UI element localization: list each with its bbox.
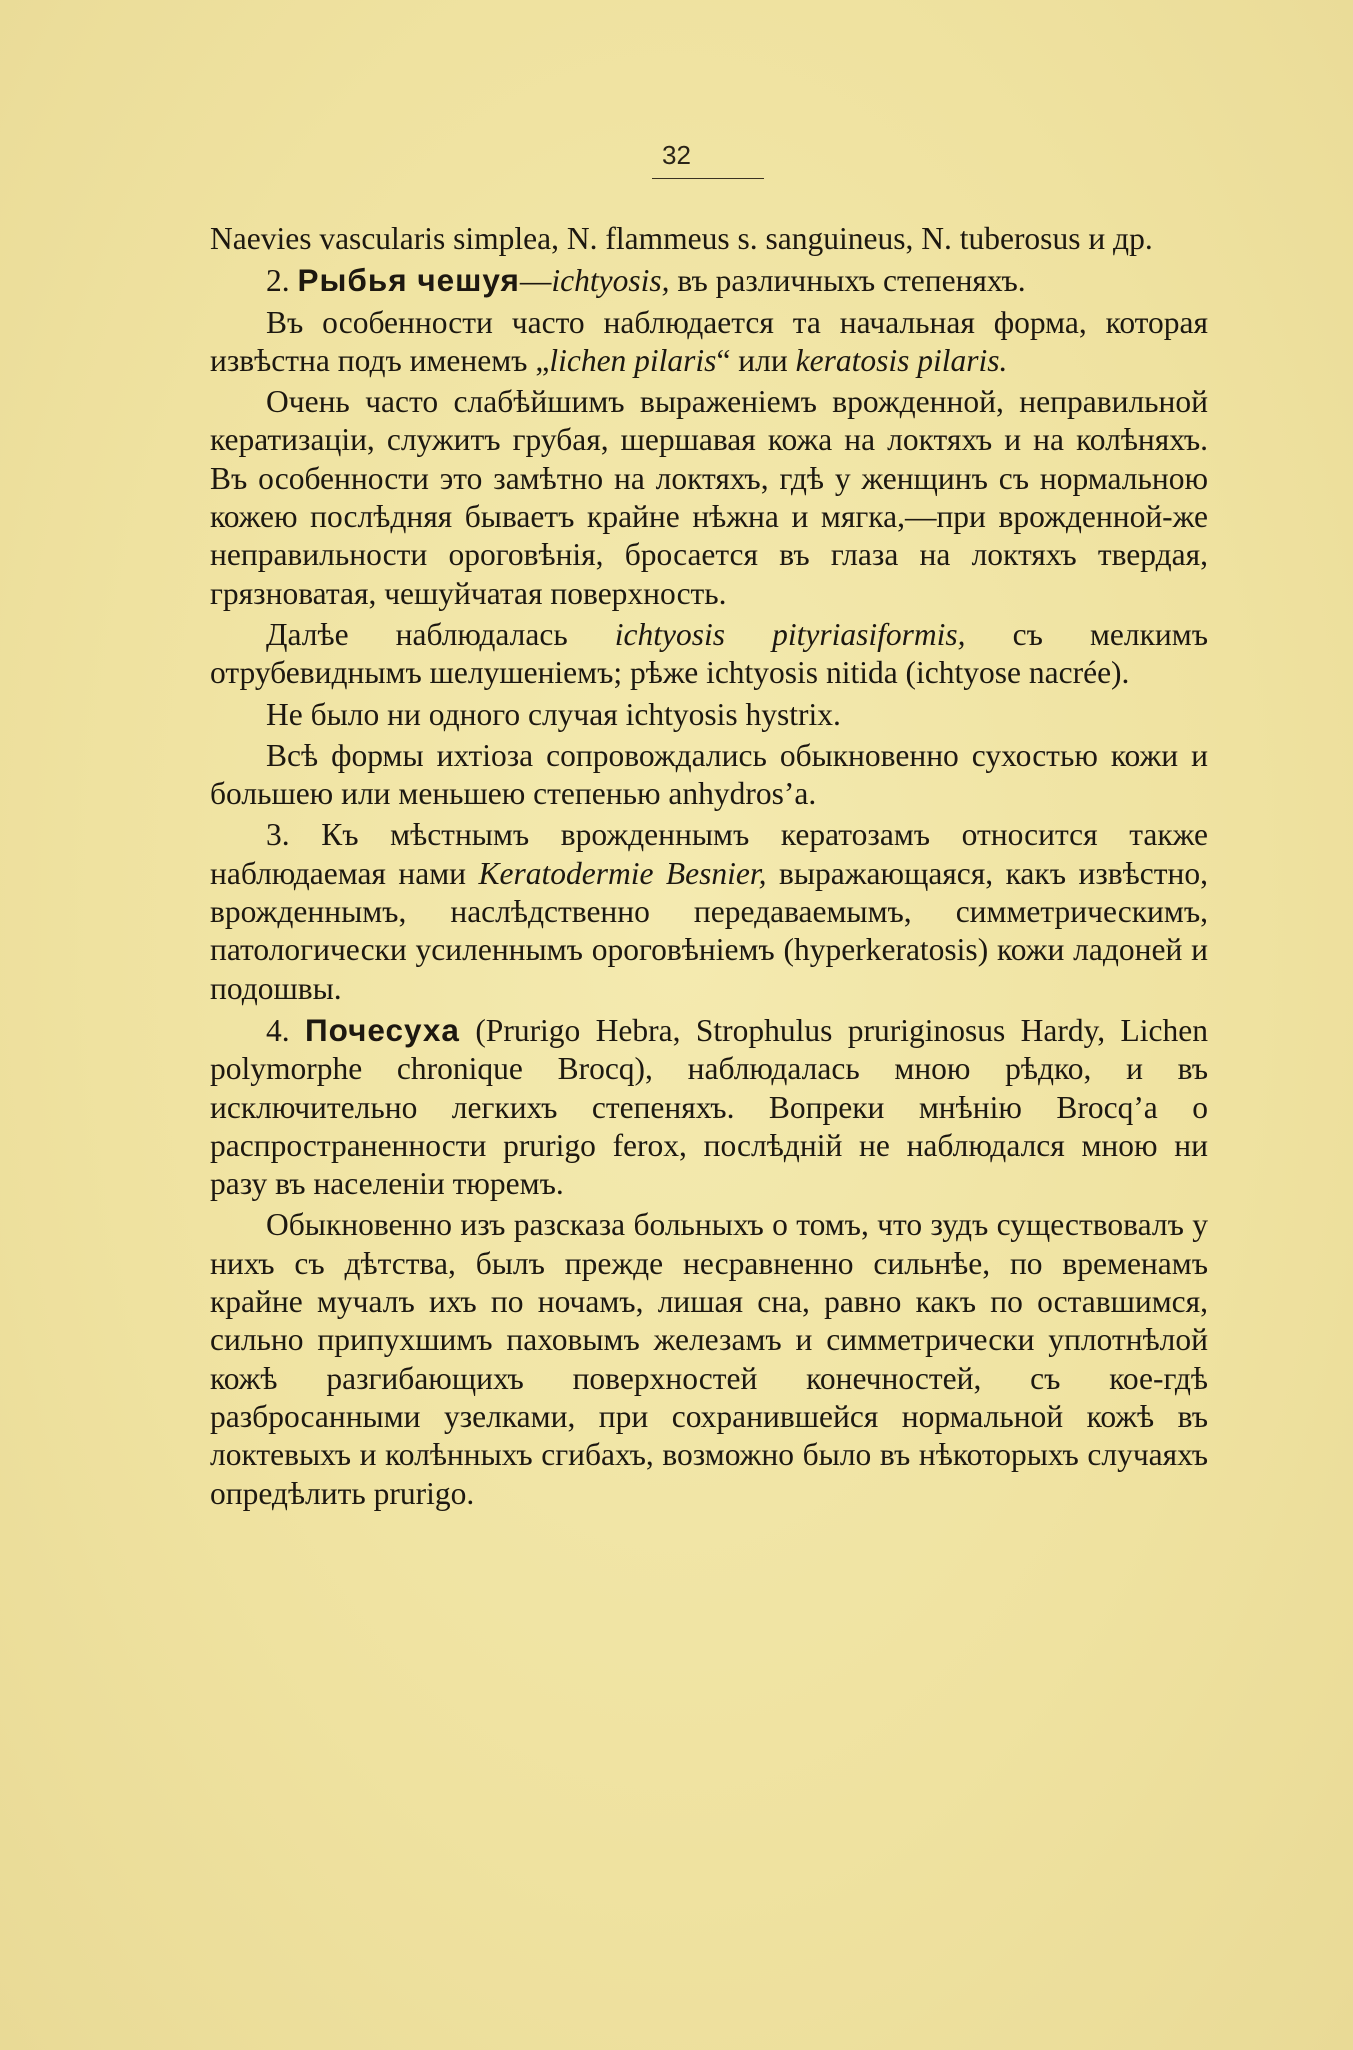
heading-ichtyosis: Рыбья чешуя xyxy=(297,262,520,299)
paragraph-5-text-1: Далѣе наблюдалась xyxy=(266,616,615,652)
paragraph-3-text-2: “ или xyxy=(716,342,796,378)
paragraph-4: Очень часто слабѣйшимъ выраженіемъ врожденной, неправильной кератизаціи, служитъ грубая, шершавая кожа на локтяхъ и на колѣняхъ. Въ особенности это замѣтно на локтяхъ, гдѣ у женщинъ съ нормальною кожею послѣдняя бываетъ крайне нѣжна и мягка,—при врожденной-же неправильности ороговѣнія, бросается въ глаза на локтяхъ твердая, грязноватая, чешуйчатая поверхность. xyxy=(210,384,1208,611)
paragraph-8 xyxy=(210,816,1208,1007)
term-lichen-pilaris: lichen pilaris xyxy=(549,342,717,378)
page-number: 32 xyxy=(662,140,691,170)
item-number: 4. xyxy=(266,1012,290,1048)
term-keratodermie-besnier: Keratodermie Besnier, xyxy=(478,855,767,891)
paragraph-5-text-2: съ мелкимъ отрубевиднымъ шелушеніемъ; рѣже ichtyosis nitida (ichtyose nacrée). xyxy=(210,616,1208,691)
page-number-rule xyxy=(652,178,764,179)
paragraph-6: Не было ни одного случая ichtyosis hystrix. xyxy=(266,696,841,732)
term-ichtyosis-pityriasiformis: ichtyosis pityriasiformis, xyxy=(614,616,966,652)
paragraph-8-text-1: 3. Къ мѣстнымъ врожденнымъ кератозамъ относится также наблюдаемая нами xyxy=(210,817,1208,891)
body-text xyxy=(210,220,1208,1516)
paragraph-9 xyxy=(210,1011,1208,1203)
paragraph-7: Всѣ формы ихтіоза сопровождались обыкновенно сухостью кожи и большею или меньшею степенью anhydros’a. xyxy=(210,737,1208,812)
item-number: 2. xyxy=(266,263,290,299)
paragraph-8-text-2: выражающаяся, какъ извѣстно, врожденнымъ, наслѣдственно передаваемымъ, симметрическимъ, патологически усиленнымъ ороговѣніемъ (hyperkeratosis) кожи ладоней и подошвы. xyxy=(210,855,1208,1006)
paragraph-2 xyxy=(210,261,1208,300)
paragraph-5 xyxy=(210,616,1208,693)
heading-pochesukha: Почесуха xyxy=(305,1011,460,1048)
paragraph-3 xyxy=(210,304,1208,381)
paragraph-9-rest: (Prurigo Hebra, Strophulus pruriginosus Hardy, Lichen polymorphe chronique Brocq), наблюдалась мною рѣдко, и въ исключительно легкихъ степеняхъ. Вопреки мнѣнію Brocq’a о распространенности prurigo ferox, послѣдній не наблюдался мною ни разу въ населеніи тюремъ. xyxy=(210,1012,1209,1202)
paragraph-2-rest: въ различныхъ степеняхъ. xyxy=(669,263,1026,299)
paragraph-10: Обыкновенно изъ разсказа больныхъ о томъ, что зудъ существовалъ у нихъ съ дѣтства, былъ прежде несравненно сильнѣе, по временамъ крайне мучалъ ихъ по ночамъ, лишая сна, равно какъ по оставшимся, сильно припухшимъ паховымъ железамъ и симметрически уплотнѣлой кожѣ разгибающихъ поверхностей конечностей, съ кое-гдѣ разбросанными узелками, при сохранившейся нормальной кожѣ въ локтевыхъ и колѣнныхъ сгибахъ, возможно было въ нѣкоторыхъ случаяхъ опредѣлить prurigo. xyxy=(210,1207,1208,1511)
dash: — xyxy=(519,263,552,299)
term-ichtyosis: ichtyosis, xyxy=(551,263,670,299)
paragraph-3-text-1: Въ особенности часто наблюдается та начальная форма, которая извѣстна подъ именемъ „ xyxy=(210,304,1208,378)
paragraph-1: Naevies vascularis simplea, N. flammeus s. sanguineus, N. tuberosus и др. xyxy=(210,221,1153,256)
term-keratosis-pilaris: keratosis pilaris. xyxy=(795,342,1008,378)
